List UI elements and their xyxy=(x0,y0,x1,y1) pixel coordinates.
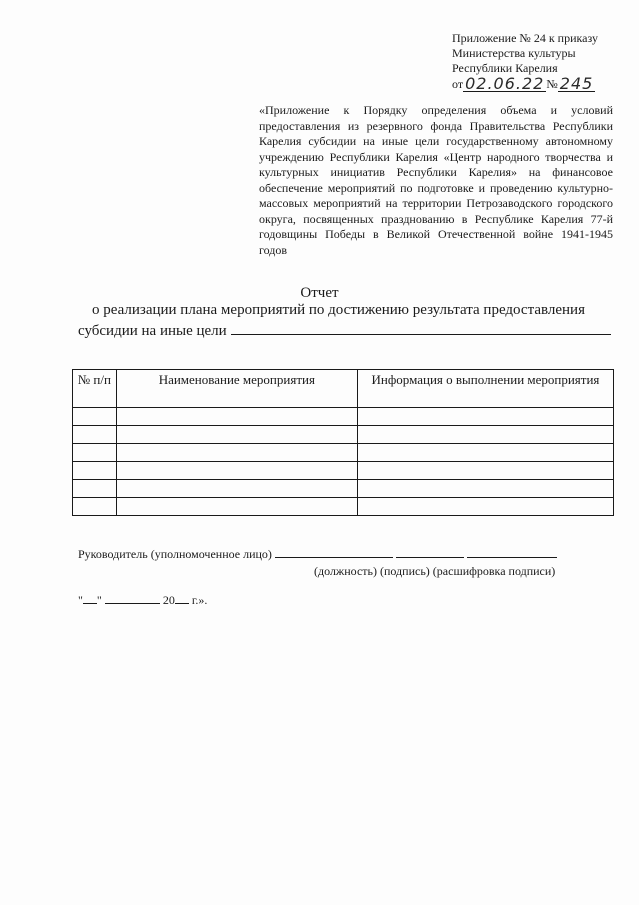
date-quote-open: " xyxy=(78,593,83,607)
appendix-reference-line-2: Министерства культуры xyxy=(452,46,576,60)
day-blank xyxy=(83,592,97,604)
report-subtitle-line2-text: субсидии на иные цели xyxy=(78,323,227,339)
table-cell xyxy=(357,444,613,462)
header-event-info: Информация о выполнении мероприятия xyxy=(357,370,613,408)
table-cell xyxy=(116,480,357,498)
appendix-reference-line-3: Республики Карелия xyxy=(452,61,558,75)
appendix-reference-line-1: Приложение № 24 к приказу xyxy=(452,31,598,45)
position-blank xyxy=(275,546,393,558)
table-cell xyxy=(357,426,613,444)
order-number-label: № xyxy=(546,77,558,91)
year-prefix: 20 xyxy=(162,593,175,607)
table-header-row xyxy=(73,370,614,408)
order-prefix: от xyxy=(452,77,464,91)
month-blank xyxy=(105,592,160,604)
report-subtitle-line2 xyxy=(78,320,611,340)
date-line xyxy=(78,592,207,608)
order-date-number xyxy=(452,76,632,92)
table-cell xyxy=(357,498,613,516)
name-transcript-blank xyxy=(467,546,557,558)
table-cell xyxy=(116,444,357,462)
table-row xyxy=(73,408,614,426)
appendix-paragraph: «Приложение к Порядку определения объема и условий предоставления из резервного фонда Правительства Республики Карелия субсидии на иные цели государственному автономному учреждению Республики Карелия «Центр народного творчества и культурных инициатив Республики Карелия» на финансовое обеспечение мероприятий по подготовке и проведению культурно-массовых мероприятий на территории Петрозаводского городского округа, посвященных празднованию в Республике Карелия 77-й годовщины Победы в Великой Отечественной войне 1941-1945 годов xyxy=(259,103,613,257)
order-number-handwritten-wrap xyxy=(558,76,596,92)
order-date-handwritten-wrap xyxy=(463,76,546,92)
date-suffix: г.». xyxy=(191,593,208,607)
table-row xyxy=(73,480,614,498)
table-cell xyxy=(357,408,613,426)
header-number: № п/п xyxy=(73,370,117,408)
table-cell xyxy=(357,462,613,480)
table-cell xyxy=(73,426,117,444)
date-quote-close: " xyxy=(96,593,102,607)
table-row xyxy=(73,444,614,462)
table-cell xyxy=(116,426,357,444)
table-cell xyxy=(73,498,117,516)
table-cell xyxy=(116,408,357,426)
signature-label: Руководитель (уполномоченное лицо) xyxy=(78,547,272,561)
table-cell xyxy=(73,480,117,498)
appendix-reference xyxy=(452,31,632,92)
table-row xyxy=(73,498,614,516)
signature-blank xyxy=(396,546,464,558)
report-subtitle: о реализации плана мероприятий по достижению результата предоставления xyxy=(92,302,585,318)
table-row xyxy=(73,462,614,480)
table-cell xyxy=(116,462,357,480)
year-blank xyxy=(175,592,189,604)
signature-line xyxy=(78,546,557,562)
order-date-handwritten: 02.06.22 xyxy=(465,74,545,93)
order-number-handwritten: 245 xyxy=(559,74,594,93)
subsidy-purpose-blank xyxy=(231,320,611,335)
table-cell xyxy=(116,498,357,516)
table-cell xyxy=(73,408,117,426)
table-cell xyxy=(73,444,117,462)
report-table xyxy=(72,369,614,516)
table-cell xyxy=(73,462,117,480)
header-event-name: Наименование мероприятия xyxy=(116,370,357,408)
signature-captions: (должность) (подпись) (расшифровка подписи) xyxy=(314,564,556,578)
table-cell xyxy=(357,480,613,498)
table-row xyxy=(73,426,614,444)
report-title: Отчет xyxy=(300,285,339,301)
